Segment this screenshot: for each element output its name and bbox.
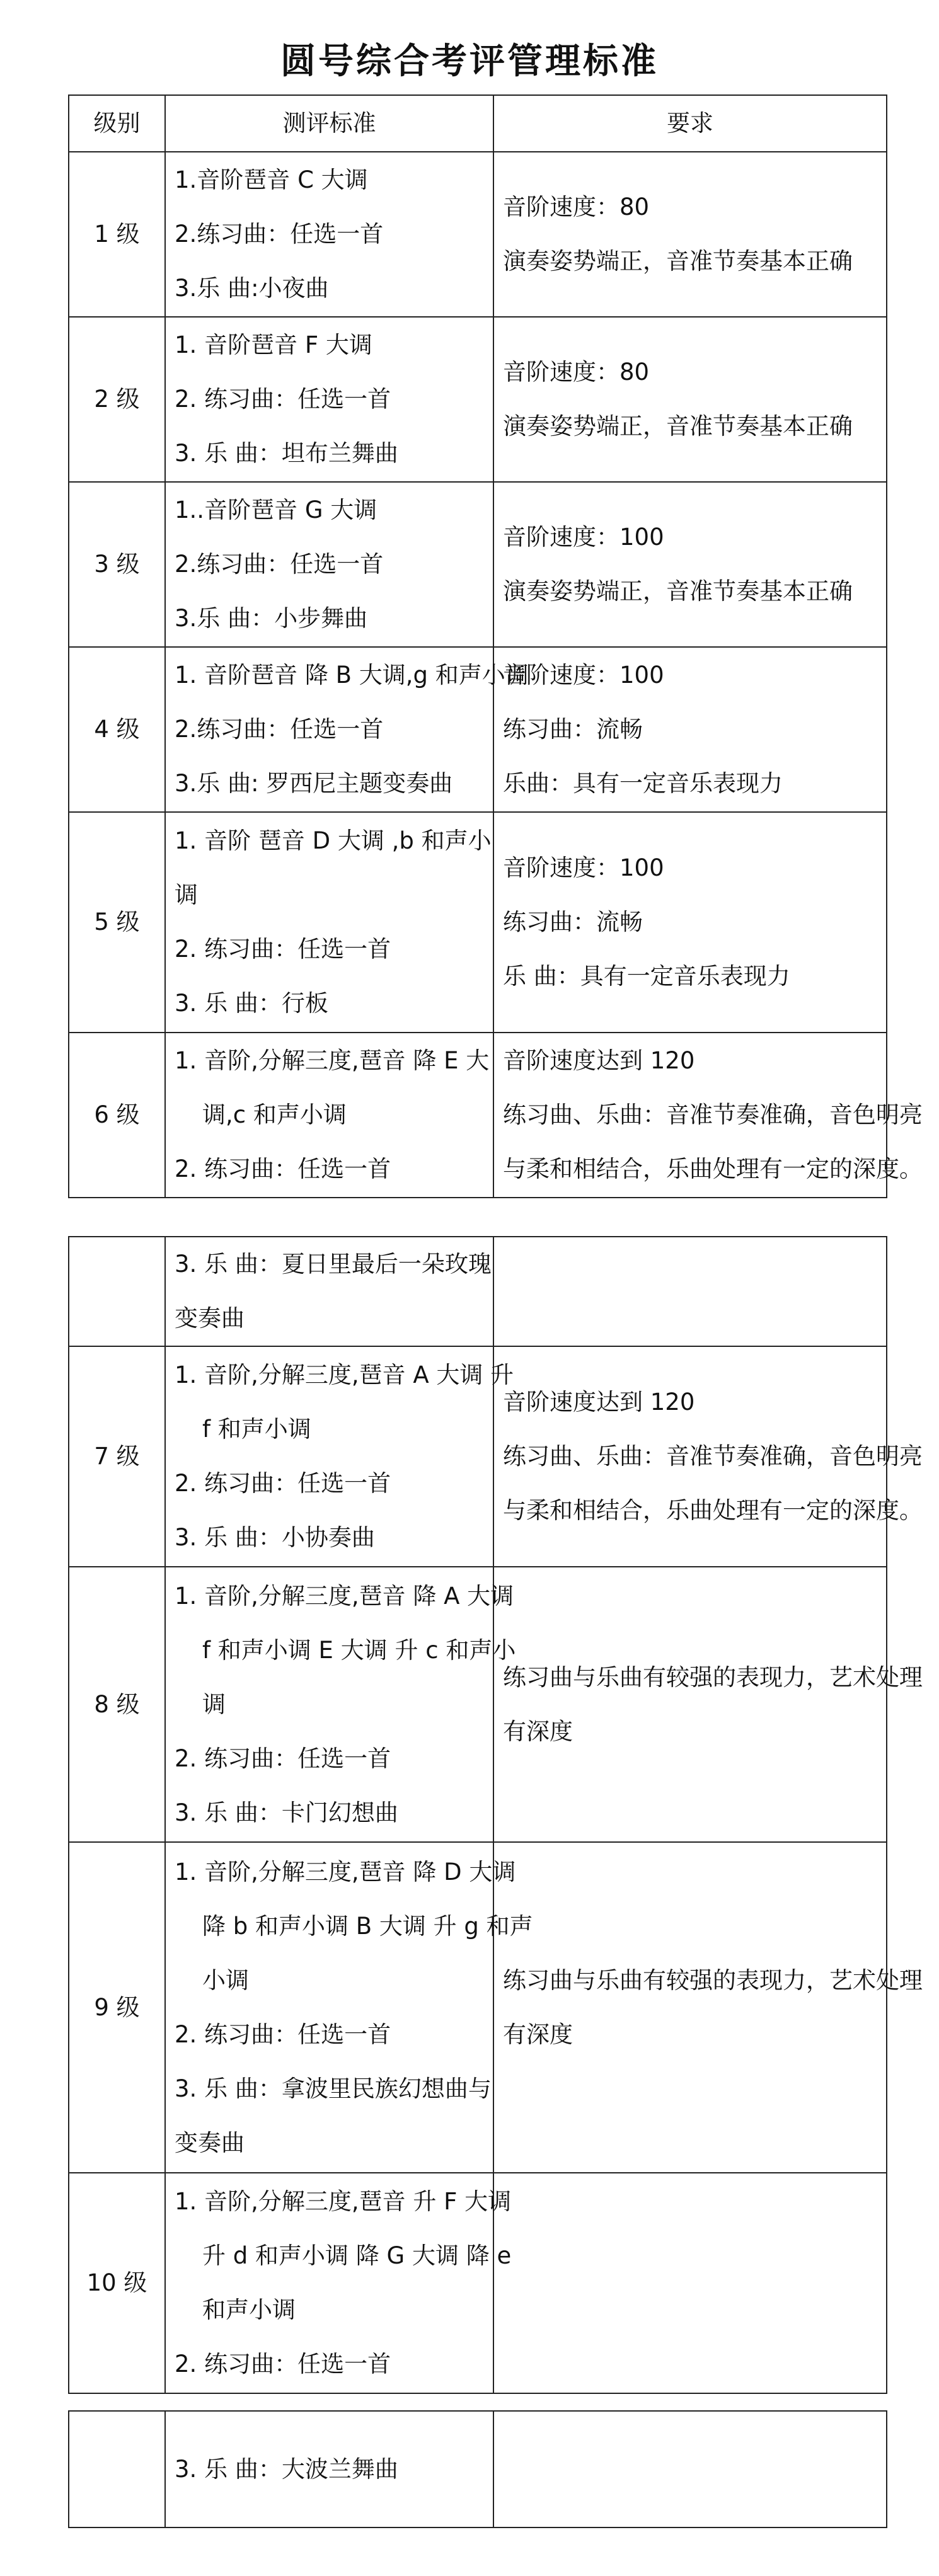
requirement-line: 练习曲：流畅 (503, 908, 643, 936)
standard-cell (165, 647, 529, 812)
requirement-line: 练习曲、乐曲：音准节奏准确，音色明亮 (503, 1443, 923, 1470)
level-cell: 7 级 (69, 1346, 165, 1567)
standard-line: 2. 练习曲：任选一首 (175, 2350, 391, 2378)
standard-cell (165, 1567, 516, 1842)
requirement-line: 演奏姿势端正，音准节奏基本正确 (503, 413, 853, 440)
standards-table-part-3 (68, 2410, 887, 2528)
standard-cell (165, 1033, 493, 1198)
table-row (69, 1567, 887, 1842)
standard-line: 3. 乐 曲：坦布兰舞曲 (175, 440, 398, 467)
standard-line: 2.练习曲：任选一首 (175, 220, 384, 248)
standard-line: 1. 音阶,分解三度,琶音 降 E 大 (175, 1047, 490, 1074)
standard-line: 3. 乐 曲：小协奏曲 (175, 1524, 375, 1551)
table-row (69, 1033, 887, 1198)
requirement-line: 音阶速度达到 120 (503, 1388, 695, 1416)
standard-line: 和声小调 (202, 2296, 296, 2323)
standard-line: 3. 乐 曲：拿波里民族幻想曲与 (175, 2075, 492, 2102)
level-cell: 8 级 (69, 1567, 165, 1842)
level-cell: 5 级 (69, 812, 165, 1033)
level-cell (69, 2411, 165, 2527)
requirement-line: 练习曲：流畅 (503, 716, 643, 743)
requirement-cell (493, 812, 887, 1033)
standard-cell (165, 317, 493, 482)
standard-line: 降 b 和声小调 B 大调 升 g 和声 (202, 1912, 533, 1940)
standard-line: 3. 乐 曲：行板 (175, 990, 328, 1017)
standard-line: 调 (202, 1690, 226, 1718)
standard-line: 3. 乐 曲：夏日里最后一朵玫瑰 (175, 1251, 492, 1278)
level-cell: 3 级 (69, 482, 165, 647)
standard-cell (165, 2173, 512, 2393)
table-row (69, 1346, 887, 1567)
standard-line: 变奏曲 (175, 1305, 245, 1332)
level-cell: 9 级 (69, 1842, 165, 2173)
standard-line: 3.乐 曲：小步舞曲 (175, 605, 368, 632)
table-row (69, 647, 887, 812)
level-cell (69, 1237, 165, 1346)
table-row (69, 152, 887, 317)
requirement-line: 演奏姿势端正，音准节奏基本正确 (503, 248, 853, 275)
requirement-cell (493, 1033, 923, 1198)
requirement-cell (493, 1346, 923, 1567)
level-cell: 1 级 (69, 152, 165, 317)
standard-cell (165, 1237, 493, 1346)
standard-line: f 和声小调 (202, 1416, 311, 1443)
table-row (69, 1842, 887, 2173)
standard-line: 2. 练习曲：任选一首 (175, 1470, 391, 1497)
standard-line: 1. 音阶,分解三度,琶音 升 F 大调 (175, 2188, 512, 2215)
requirement-line: 练习曲与乐曲有较强的表现力，艺术处理 (503, 1663, 923, 1691)
table-row (69, 812, 887, 1033)
requirement-line: 有深度 (503, 1717, 573, 1745)
standards-table-part-2 (68, 1236, 923, 2394)
table-row (69, 482, 887, 647)
requirement-cell (493, 1567, 923, 1842)
table-row (69, 317, 887, 482)
table-row (69, 2173, 887, 2393)
standard-cell (165, 1842, 533, 2173)
standard-cell (165, 482, 493, 647)
standard-line: 调,c 和声小调 (202, 1101, 347, 1128)
requirement-line: 与柔和相结合，乐曲处理有一定的深度。 (503, 1155, 923, 1182)
standard-cell (165, 152, 493, 317)
header-standard: 测评标准 (165, 95, 493, 152)
requirement-line: 音阶速度达到 120 (503, 1047, 695, 1074)
standard-line: 升 d 和声小调 降 G 大调 降 e (202, 2242, 512, 2269)
requirement-line: 有深度 (503, 2020, 573, 2048)
standard-line: 3.乐 曲: 罗西尼主题变奏曲 (175, 770, 453, 797)
standard-line: 2. 练习曲：任选一首 (175, 1155, 391, 1182)
level-cell: 4 级 (69, 647, 165, 812)
requirement-cell (493, 152, 887, 317)
standard-line: 1.音阶琶音 C 大调 (175, 166, 368, 193)
header-requirement: 要求 (493, 95, 887, 152)
standard-line: 2. 练习曲：任选一首 (175, 2020, 391, 2048)
requirement-line: 乐 曲：具有一定音乐表现力 (503, 963, 790, 990)
standard-line: 2. 练习曲：任选一首 (175, 386, 391, 413)
standard-cell (165, 812, 493, 1033)
standard-line: 3. 乐 曲：大波兰舞曲 (175, 2455, 398, 2483)
requirement-line: 与柔和相结合，乐曲处理有一定的深度。 (503, 1497, 923, 1524)
requirement-cell (493, 317, 887, 482)
standard-line: 2. 练习曲：任选一首 (175, 1744, 391, 1772)
standard-cell (165, 1346, 514, 1567)
standard-line: 1. 音阶琶音 F 大调 (175, 331, 372, 358)
page-title: 圆号综合考评管理标准 (280, 41, 659, 82)
standard-cell (165, 2411, 493, 2527)
standard-line: 3. 乐 曲：卡门幻想曲 (175, 1799, 398, 1826)
standard-line: 调 (175, 881, 198, 908)
table-header-row (69, 95, 887, 152)
standard-line: 1. 音阶 琶音 D 大调 ,b 和声小 (175, 827, 492, 854)
requirement-line: 演奏姿势端正，音准节奏基本正确 (503, 578, 853, 605)
requirement-line: 音阶速度：80 (503, 358, 650, 386)
standard-line: 1. 音阶琶音 降 B 大调,g 和声小调 (175, 661, 529, 689)
table-row (69, 1237, 887, 1346)
requirement-line: 练习曲与乐曲有较强的表现力，艺术处理 (503, 1966, 923, 1994)
requirement-cell (493, 2173, 887, 2393)
requirement-line: 音阶速度：100 (503, 854, 664, 881)
table-row (69, 2411, 887, 2527)
requirement-line: 音阶速度：100 (503, 661, 664, 689)
level-cell: 10 级 (69, 2173, 165, 2393)
standard-line: 2.练习曲：任选一首 (175, 551, 384, 578)
standard-line: 1. 音阶,分解三度,琶音 降 D 大调 (175, 1858, 516, 1886)
standard-line: 1..音阶琶音 G 大调 (175, 496, 377, 524)
standards-table-part-1 (68, 94, 923, 1198)
standard-line: f 和声小调 E 大调 升 c 和声小 (202, 1636, 516, 1664)
requirement-line: 音阶速度：80 (503, 193, 650, 220)
header-level: 级别 (69, 95, 165, 152)
standard-line: 1. 音阶,分解三度,琶音 降 A 大调 (175, 1582, 514, 1610)
requirement-cell (493, 2411, 887, 2527)
standard-line: 2.练习曲：任选一首 (175, 716, 384, 743)
level-cell: 6 级 (69, 1033, 165, 1198)
standard-line: 小调 (202, 1966, 249, 1994)
standard-line: 3.乐 曲:小夜曲 (175, 275, 329, 302)
level-cell: 2 级 (69, 317, 165, 482)
requirement-line: 音阶速度：100 (503, 524, 664, 551)
standard-line: 变奏曲 (175, 2129, 245, 2156)
requirement-line: 练习曲、乐曲：音准节奏准确，音色明亮 (503, 1101, 923, 1128)
requirement-cell (493, 1842, 923, 2173)
standard-line: 2. 练习曲：任选一首 (175, 936, 391, 963)
requirement-cell (493, 647, 887, 812)
requirement-cell (493, 482, 887, 647)
requirement-line: 乐曲：具有一定音乐表现力 (503, 770, 783, 797)
requirement-cell (493, 1237, 887, 1346)
standard-line: 1. 音阶,分解三度,琶音 A 大调 升 (175, 1361, 514, 1388)
